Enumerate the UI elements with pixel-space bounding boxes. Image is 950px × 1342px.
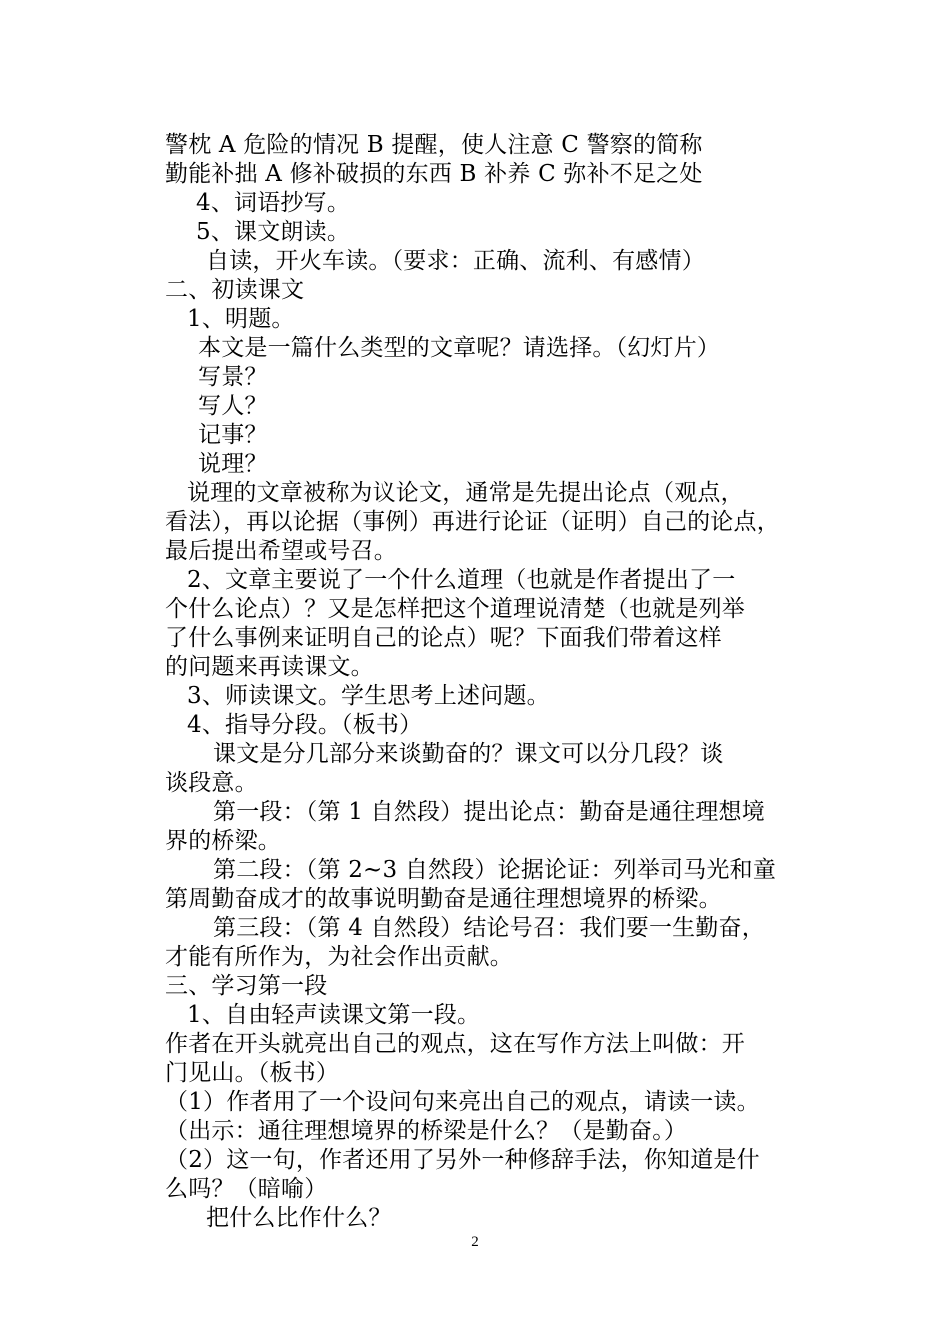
text-line: 2、文章主要说了一个什么道理（也就是作者提出了一 (187, 567, 736, 593)
text-line: 3、师读课文。学生思考上述问题。 (187, 683, 550, 709)
text-line: 记事？ (198, 422, 268, 448)
text-line: 写人？ (198, 393, 268, 419)
text-line: 第二段：（第 2~3 自然段）论据论证：列举司马光和童 (213, 857, 777, 883)
text-line: （2）这一句，作者还用了另外一种修辞手法，你知道是什 (165, 1147, 760, 1173)
text-line: （1）作者用了一个设问句来亮出自己的观点，请读一读。 (165, 1089, 760, 1115)
text-line: 作者在开头就亮出自己的观点，这在写作方法上叫做：开 (165, 1031, 745, 1057)
text-line: 1、自由轻声读课文第一段。 (187, 1002, 481, 1028)
text-line: 警枕 A 危险的情况 B 提醒，使人注意 C 警察的简称 (165, 132, 703, 158)
text-line: 最后提出希望或号召。 (165, 538, 397, 564)
text-line: 说理？ (198, 451, 268, 477)
text-line: 5、课文朗读。 (196, 219, 351, 245)
text-line: 了什么事例来证明自己的论点）呢？下面我们带着这样 (165, 625, 722, 651)
text-line: 的问题来再读课文。 (165, 654, 374, 680)
text-line: 写景？ (198, 364, 268, 390)
text-line: 1、明题。 (187, 306, 295, 332)
text-line: 勤能补拙 A 修补破损的东西 B 补养 C 弥补不足之处 (165, 161, 703, 187)
text-line: 课文是分几部分来谈勤奋的？课文可以分几段？谈 (213, 741, 724, 767)
text-line: 看法），再以论据（事例）再进行论证（证明）自己的论点， (165, 509, 780, 535)
section-heading: 三、学习第一段 (165, 973, 328, 999)
text-line: 4、词语抄写。 (196, 190, 351, 216)
text-line: 才能有所作为，为社会作出贡献。 (165, 944, 513, 970)
text-line: 门见山。（板书） (165, 1060, 340, 1086)
text-line: 个什么论点）？又是怎样把这个道理说清楚（也就是列举 (165, 596, 745, 622)
text-line: （出示：通往理想境界的桥梁是什么？（是勤奋。） (165, 1118, 688, 1144)
text-line: 界的桥梁。 (165, 828, 281, 854)
text-line: 第一段：（第 1 自然段）提出论点：勤奋是通往理想境 (213, 799, 765, 825)
section-heading: 二、初读课文 (165, 277, 305, 303)
text-line: 谈段意。 (165, 770, 258, 796)
text-line: 第三段：（第 4 自然段）结论号召：我们要一生勤奋， (213, 915, 765, 941)
text-line: 自读，开火车读。（要求：正确、流利、有感情） (206, 248, 705, 274)
text-line: 本文是一篇什么类型的文章呢？请选择。（幻灯片） (198, 335, 721, 361)
text-line: 4、指导分段。（板书） (187, 712, 423, 738)
text-line: 说理的文章被称为议论文，通常是先提出论点（观点， (187, 480, 744, 506)
text-line: 把什么比作什么？ (206, 1205, 392, 1231)
text-line: 么吗？（暗喻） (165, 1176, 328, 1202)
page-number: 2 (471, 1234, 479, 1250)
text-line: 第周勤奋成才的故事说明勤奋是通往理想境界的桥梁。 (165, 886, 722, 912)
